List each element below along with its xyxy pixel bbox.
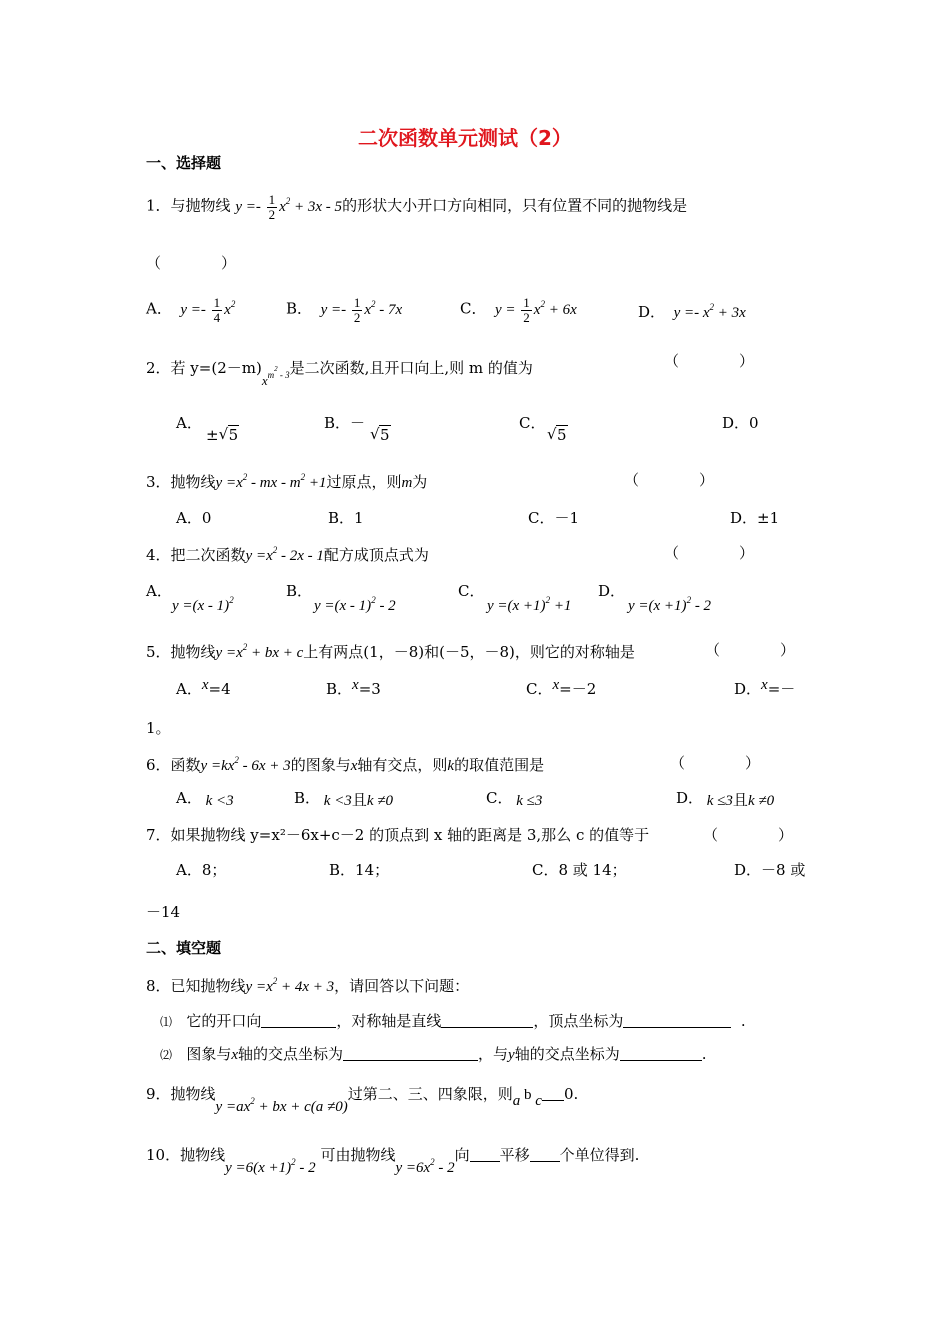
answer-blank[interactable] xyxy=(620,1046,702,1061)
option-4a: A． xyxy=(146,582,172,600)
option-4b-formula: y =(x - 1)$^2$ - 2 xyxy=(314,595,396,614)
question-6-paren: （ ） xyxy=(670,754,761,772)
question-8-part-2 xyxy=(160,1046,707,1063)
question-6-prefix: 6．函数 xyxy=(146,756,201,774)
question-2-exponent: $x^{m^2 - 3}$ xyxy=(261,365,290,388)
answer-blank[interactable] xyxy=(343,1046,478,1061)
question-8-part-1-text-b: ，对称轴是直线 xyxy=(336,1012,442,1030)
question-8-part-2-text-d: 轴的交点坐标为 xyxy=(514,1045,620,1063)
option-1c-label: C． xyxy=(460,299,487,318)
option-1d xyxy=(638,303,746,321)
option-4b: B． xyxy=(286,582,313,600)
option-2a-label: A． xyxy=(176,414,202,432)
question-10-text-c: 个单位得到. xyxy=(559,1146,640,1164)
option-3c: C．－1 xyxy=(528,509,580,527)
question-6-mid1: 的图象与 xyxy=(290,756,351,774)
question-8-suffix: ，请回答以下问题： xyxy=(334,977,470,995)
option-2d: D．0 xyxy=(722,414,759,432)
option-6a-label: A． xyxy=(176,789,202,807)
option-3a: A．0 xyxy=(176,509,212,527)
option-6a-formula: k <3 xyxy=(201,793,234,809)
option-5a-label: A． xyxy=(176,680,202,698)
question-6-formula: $y =kx^2 - 6x + 3$ xyxy=(200,755,291,774)
question-2-prefix: 2．若 y=(2－m) xyxy=(146,359,262,377)
option-6b xyxy=(294,791,393,807)
option-5c xyxy=(526,677,597,698)
question-1-paren: （ ） xyxy=(146,254,237,272)
question-9-var-c: c xyxy=(535,1093,542,1109)
question-10-formula-2: $y =6x^2 - 2$ xyxy=(395,1157,455,1176)
question-7: 7．如果抛物线 y=x²－6x+c－2 的顶点到 x 轴的距离是 3,那么 c 的值等于 xyxy=(146,826,650,844)
option-1d-label: D． xyxy=(638,303,666,321)
question-1-options xyxy=(146,296,235,324)
section-heading-fill: 二、填空题 xyxy=(146,939,222,957)
question-2 xyxy=(146,354,533,388)
question-1-suffix: 的形状大小开口方向相同，只有位置不同的抛物线是 xyxy=(342,196,688,215)
question-10-prefix: 10．抛物线 xyxy=(146,1146,226,1164)
option-2b xyxy=(324,416,365,431)
question-6-suffix: 的取值范围是 xyxy=(454,756,545,774)
question-7-paren: （ ） xyxy=(703,826,794,844)
option-2a xyxy=(176,416,202,431)
question-2-suffix: 是二次函数,且开口向上,则 m 的值为 xyxy=(289,359,533,377)
page-title: 二次函数单元测试（2） xyxy=(358,126,572,150)
option-5c-var: x xyxy=(552,677,560,693)
question-10 xyxy=(146,1146,640,1176)
answer-blank[interactable] xyxy=(542,1086,564,1101)
question-8-formula: $y =x^2 + 4x + 3$ xyxy=(245,976,335,995)
question-8-var-y: y xyxy=(508,1047,515,1063)
option-6d-label: D． xyxy=(676,789,704,807)
question-6 xyxy=(146,756,544,774)
option-5d-label: D． xyxy=(734,680,762,698)
question-8-part-1-number: ⑴ xyxy=(160,1015,173,1029)
answer-blank[interactable] xyxy=(470,1147,500,1162)
option-1d-formula: $y =- x^2 + 3x$ xyxy=(669,302,746,321)
option-6d-formula: k ≤3且k ≠0 xyxy=(703,793,775,809)
question-8-part-2-end: . xyxy=(701,1045,707,1063)
option-7c: C．8 或 14； xyxy=(532,861,627,879)
option-7d-continued: －14 xyxy=(146,903,181,921)
question-8-part-1-text-a: 它的开口向 xyxy=(186,1012,262,1030)
question-4 xyxy=(146,546,429,564)
option-5d-value: =－ xyxy=(767,680,796,698)
option-3b: B．1 xyxy=(328,509,364,527)
question-3 xyxy=(146,473,427,491)
answer-blank[interactable] xyxy=(530,1147,560,1162)
option-5d-var: x xyxy=(761,677,768,693)
option-2a-value: ±√ 5 xyxy=(206,428,239,443)
question-10-mid: 可由抛物线 xyxy=(320,1146,396,1164)
question-9-prefix: 9．抛物线 xyxy=(146,1085,216,1103)
option-5c-label: C． xyxy=(526,680,553,698)
option-6c-formula: k ≤3 xyxy=(512,793,543,809)
question-5-paren: （ ） xyxy=(705,641,796,659)
option-1a-label: A． xyxy=(146,299,172,318)
question-9-suffix: 0. xyxy=(563,1085,579,1103)
question-3-suffix2: 为 xyxy=(412,473,428,491)
question-10-text-b: 平移 xyxy=(499,1146,530,1164)
option-6a xyxy=(176,791,234,807)
question-4-prefix: 4．把二次函数 xyxy=(146,546,246,564)
option-6d xyxy=(676,791,774,807)
option-1b-label: B． xyxy=(286,299,313,318)
option-5d xyxy=(734,677,796,698)
question-3-var: m xyxy=(401,475,413,491)
option-5a xyxy=(176,677,231,698)
option-1c-formula: y = $\frac{1}{2}$ $x^2 + 6x$ xyxy=(491,295,577,325)
question-9-mid: 过第二、三、四象限，则 xyxy=(347,1085,513,1103)
answer-blank[interactable] xyxy=(261,1013,336,1028)
option-5b-var: x xyxy=(352,677,359,693)
question-6-mid2: 轴有交点，则 xyxy=(357,756,448,774)
option-5a-var: x xyxy=(201,677,209,693)
question-1 xyxy=(146,193,687,221)
option-2c-label: C． xyxy=(519,414,546,432)
question-9-var-b: b xyxy=(520,1087,536,1103)
answer-blank[interactable] xyxy=(441,1013,533,1028)
question-5-suffix: 上有两点(1，－8)和(－5，－8)，则它的对称轴是 xyxy=(303,643,635,661)
option-5c-value: =－2 xyxy=(559,680,597,698)
option-7d: D．－8 或 xyxy=(734,861,806,879)
question-4-paren: （ ） xyxy=(664,544,755,562)
option-6b-formula: k <3且k ≠0 xyxy=(320,793,393,809)
question-6-var-k: k xyxy=(447,758,455,774)
option-1c xyxy=(460,296,577,324)
question-5-prefix: 5．抛物线 xyxy=(146,643,216,661)
option-4d: D． xyxy=(598,582,626,600)
option-7a: A．8； xyxy=(176,861,227,879)
section-heading-choice: 一、选择题 xyxy=(146,154,222,172)
option-2b-label: B．－ xyxy=(324,414,366,432)
option-4d-formula: $y =(x +1)^2 - 2$ xyxy=(628,595,712,614)
question-1-prefix: 1．与抛物线 xyxy=(146,196,231,215)
option-5b-label: B． xyxy=(326,680,353,698)
question-8-prefix: 8．已知抛物线 xyxy=(146,977,246,995)
question-10-text-a: 向 xyxy=(454,1146,470,1164)
option-5b-value: =3 xyxy=(358,680,381,698)
question-8-part-2-text-a: 图象与 xyxy=(186,1045,232,1063)
option-6b-label: B． xyxy=(294,789,321,807)
answer-blank[interactable] xyxy=(623,1013,731,1028)
question-8-var-x: x xyxy=(231,1047,239,1063)
option-1b xyxy=(286,296,402,324)
question-2-paren: （ ） xyxy=(664,352,755,370)
question-8-part-1-text-c: ，顶点坐标为 xyxy=(533,1012,624,1030)
option-6c xyxy=(486,791,542,807)
question-3-formula: $y =x^2$ - mx - $m^2 +1$ xyxy=(215,472,327,491)
option-7b: B．14； xyxy=(329,861,390,879)
question-8-part-1 xyxy=(160,1013,746,1029)
question-10-formula-1: $y =6(x +1)^2 - 2$ xyxy=(225,1157,316,1176)
question-5 xyxy=(146,643,635,661)
question-5-formula: $y =x^2$ + bx + c xyxy=(215,642,304,661)
question-8-part-2-text-b: 轴的交点坐标为 xyxy=(238,1045,344,1063)
question-9-var-a: a xyxy=(512,1093,521,1109)
option-1b-formula: y =- $\frac{1}{2}$ $x^2 - 7x$ xyxy=(316,295,403,325)
option-2b-value: √ 5 xyxy=(370,428,391,443)
question-9-formula: $y =ax^2$ + bx + c(a ≠0) xyxy=(215,1096,348,1115)
question-6-var-x: x xyxy=(350,758,358,774)
question-8-part-2-number: ⑵ xyxy=(160,1048,173,1062)
option-5b xyxy=(326,677,381,698)
question-8-part-1-end: . xyxy=(740,1012,746,1030)
option-3d: D．±1 xyxy=(730,509,780,527)
option-6c-label: C． xyxy=(486,789,513,807)
option-4c-formula: $y =(x +1)^2 +1$ xyxy=(487,595,572,614)
question-4-formula: $y =x^2 - 2x - 1$ xyxy=(245,545,324,564)
option-2c-value: √ 5 xyxy=(547,428,568,443)
option-2c xyxy=(519,416,545,431)
option-4c: C． xyxy=(458,582,485,600)
question-9 xyxy=(146,1085,579,1115)
question-3-suffix: 过原点，则 xyxy=(326,473,402,491)
option-4a-formula: y =(x - 1)$^2$ xyxy=(172,595,234,614)
question-8 xyxy=(146,977,469,995)
question-3-prefix: 3．抛物线 xyxy=(146,473,216,491)
option-5d-continued: 1。 xyxy=(146,719,171,737)
question-4-suffix: 配方成顶点式为 xyxy=(323,546,429,564)
question-1-formula: y =- $\frac{1}{2}$ $x^2 + 3x - 5$ xyxy=(235,192,343,222)
option-5a-value: =4 xyxy=(208,680,231,698)
question-3-paren: （ ） xyxy=(624,471,715,489)
question-8-part-2-text-c: ，与 xyxy=(478,1045,509,1063)
option-1a-formula: y =- $\frac{1}{4}$ $x^2$ xyxy=(176,295,236,325)
